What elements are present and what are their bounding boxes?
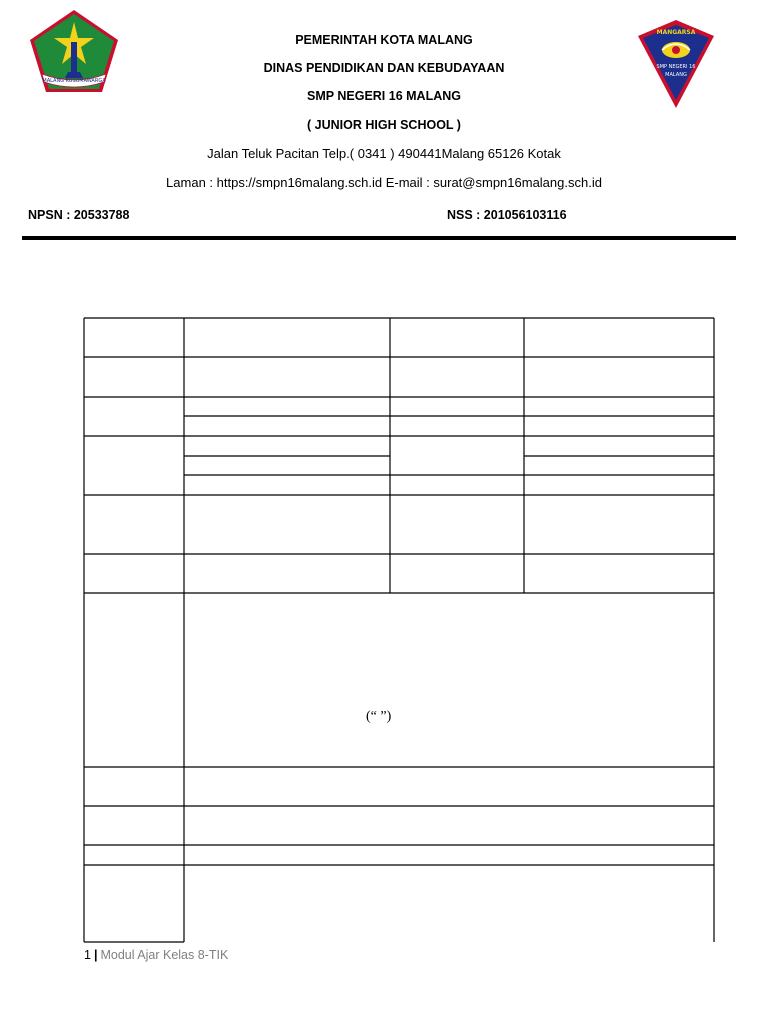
page-number: 1 (84, 948, 91, 962)
header-contact: Laman : https://smpn16malang.sch.id E-mail : surat@smpn16malang.sch.id (166, 175, 602, 190)
npsn-label: NPSN : 20533788 (28, 208, 130, 222)
right-logo-top-text: MANGARSA (656, 29, 696, 36)
header-government: PEMERINTAH KOTA MALANG (295, 33, 473, 47)
malang-city-emblem-icon (28, 8, 120, 94)
quote-marks: (“ ”) (366, 709, 392, 724)
header-divider (22, 236, 736, 240)
header-department: DINAS PENDIDIKAN DAN KEBUDAYAAN (263, 61, 505, 75)
header-school-name: SMP NEGERI 16 MALANG (307, 89, 461, 103)
header-school-type: ( JUNIOR HIGH SCHOOL ) (307, 118, 461, 132)
header-address: Jalan Teluk Pacitan Telp.( 0341 ) 490441Malang 65126 Kotak (207, 146, 561, 161)
footer-text: Modul Ajar Kelas 8-TIK (100, 948, 229, 962)
right-logo-middle-text: SMP NEGERI 16 (656, 64, 696, 70)
left-logo-banner: MALANG KUSUMAWARGA (42, 78, 106, 84)
footer-separator: | (93, 948, 98, 962)
page-footer (84, 948, 228, 962)
right-logo-bottom-text: MALANG (665, 72, 687, 78)
nss-label: NSS : 201056103116 (447, 208, 567, 222)
